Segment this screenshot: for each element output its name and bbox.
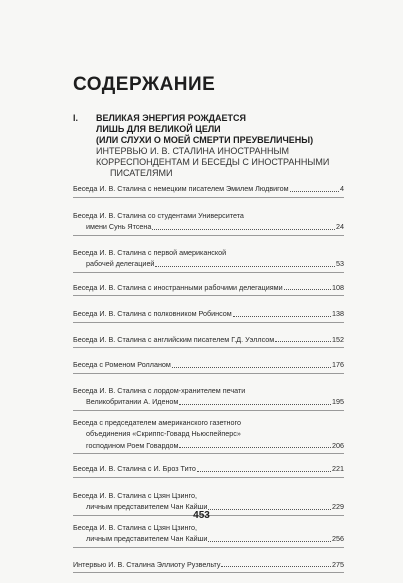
toc-entry-text: господином Роем Говардом: [86, 440, 179, 450]
toc-entry[interactable]: [73, 334, 344, 349]
toc-entry-text: Интервью И. В. Сталина Эллиоту Рузвельту: [73, 559, 221, 569]
toc-entry[interactable]: [73, 282, 344, 297]
section-heading: [96, 113, 343, 146]
section-number: I.: [73, 113, 79, 123]
toc-entry-page: 195: [332, 397, 344, 406]
dot-leader: [172, 367, 331, 368]
dot-leader: [275, 341, 331, 342]
page-title: СОДЕРЖАНИЕ: [73, 74, 216, 95]
toc-entry-text: Беседа И. В. Сталина с Цзян Цзинго,: [73, 490, 197, 500]
toc-entry-page: 206: [332, 440, 344, 450]
toc-entry-text: Великобритании А. Иденом: [86, 397, 179, 406]
section-subheading-line: ПИСАТЕЛЯМИ: [110, 168, 173, 178]
toc-entry[interactable]: [73, 559, 344, 574]
toc-entry-page: 256: [332, 534, 344, 543]
toc-entry[interactable]: [73, 308, 344, 323]
dot-leader: [152, 229, 335, 230]
dot-leader: [221, 566, 331, 567]
toc-entry[interactable]: [73, 210, 344, 236]
section-subheading-line: КОРРЕСПОНДЕНТАМ И БЕСЕДЫ С ИНОСТРАННЫМИ: [96, 157, 330, 167]
toc-entry-line: [73, 385, 344, 397]
toc-entry-text: Беседа И. В. Сталина с английским писателем Г.Д. Уэллсом: [73, 334, 275, 344]
toc-entry-page: 152: [332, 334, 344, 344]
toc-entry[interactable]: [73, 522, 344, 548]
dot-leader: [155, 266, 335, 267]
toc-entry-page: 229: [332, 502, 344, 511]
section-heading-line: (ИЛИ СЛУХИ О МОЕЙ СМЕРТИ ПРЕУВЕЛИЧЕНЫ): [96, 135, 314, 145]
toc-entry-text: личным представителем Чан Кайши: [86, 502, 208, 511]
toc-entry-line: [73, 247, 344, 259]
toc-entry-page: 176: [332, 360, 344, 369]
toc-section: [73, 113, 343, 179]
toc-entry-text: объединения «Скриппс-Говард Ньюспейперс»: [86, 429, 241, 438]
toc-entry[interactable]: [73, 247, 344, 273]
toc-entry-text: рабочей делегацией: [86, 259, 155, 268]
toc-entry-text: Беседа И. В. Сталина с Цзян Цзинго,: [73, 522, 197, 532]
toc-entry[interactable]: [73, 417, 344, 455]
section-row: [73, 113, 343, 179]
toc-entry-line: [73, 359, 344, 371]
dot-leader: [179, 447, 331, 448]
dot-leader: [197, 471, 331, 472]
toc-entry-text: Беседа И. В. Сталина с полковником Робинсом: [73, 309, 232, 318]
toc-entry[interactable]: [73, 183, 344, 198]
toc-entry-text: Беседа И. В. Сталина с первой американской: [73, 247, 227, 257]
toc-entry-text: Беседа с Роменом Ролланом: [73, 360, 171, 369]
toc-entry[interactable]: [73, 463, 344, 478]
toc-entry-page: 53: [336, 259, 344, 268]
toc-entry-line: [73, 221, 344, 233]
toc-entry-line: [73, 183, 344, 195]
toc-entry-page: 275: [332, 559, 344, 569]
toc-entry-page: 221: [332, 464, 344, 473]
toc-entry-text: Беседа И. В. Сталина с иностранными рабочими делегациями: [73, 282, 283, 292]
toc-entry[interactable]: [73, 359, 344, 374]
toc-entry-line: [73, 396, 344, 408]
section-heading-line: ЛИШЬ ДЛЯ ВЕЛИКОЙ ЦЕЛИ: [96, 124, 221, 134]
toc-entry-text: личным представителем Чан Кайши: [86, 534, 208, 543]
toc-entry-line: [73, 308, 344, 320]
toc-entry-line: [73, 258, 344, 270]
toc-entry-page: 4: [340, 184, 344, 193]
toc-entry-text: Беседа И. В. Сталина с И. Броз Тито: [73, 464, 196, 473]
toc-entry-page: 24: [336, 222, 344, 231]
section-heading-line: ВЕЛИКАЯ ЭНЕРГИЯ РОЖДАЕТСЯ: [96, 113, 246, 123]
toc-entry-text: Беседа И. В. Сталина с немецким писателем Эмилем Людвигом: [73, 184, 289, 193]
toc-entry-line: [73, 417, 344, 429]
dot-leader: [179, 404, 331, 405]
dot-leader: [233, 316, 331, 317]
toc-entry-line: [73, 522, 344, 534]
dot-leader: [208, 541, 331, 542]
toc-entry-line: [73, 282, 344, 294]
section-text: [96, 113, 343, 179]
section-subheading: [96, 146, 343, 179]
dot-leader: [290, 191, 339, 192]
toc-entries: [73, 183, 344, 583]
toc-entry-line: [73, 490, 344, 502]
toc-entry-text: Беседа И. В. Сталина с лордом-хранителем печати: [73, 385, 246, 395]
toc-entry-text: Беседа И. В. Сталина со студентами Университета: [73, 210, 244, 220]
toc-entry-line: [73, 559, 344, 571]
toc-entry-page: 108: [332, 282, 344, 292]
toc-entry-page: 138: [332, 309, 344, 318]
dot-leader: [284, 289, 331, 290]
toc-entry-line: [73, 334, 344, 346]
toc-entry-line: [73, 533, 344, 545]
section-subheading-line: ИНТЕРВЬЮ И. В. СТАЛИНА ИНОСТРАННЫМ: [96, 146, 289, 156]
page-number: 453: [193, 510, 210, 521]
toc-entry-text: Беседа с председателем американского газетного: [73, 417, 241, 427]
toc-entry[interactable]: [73, 385, 344, 411]
toc-entry-line: [73, 440, 344, 452]
toc-entry-text: имени Сунь Ятсена: [86, 222, 152, 231]
toc-entry-line: [73, 210, 344, 222]
toc-entry-line: [73, 463, 344, 475]
toc-entry-line: [73, 428, 344, 440]
